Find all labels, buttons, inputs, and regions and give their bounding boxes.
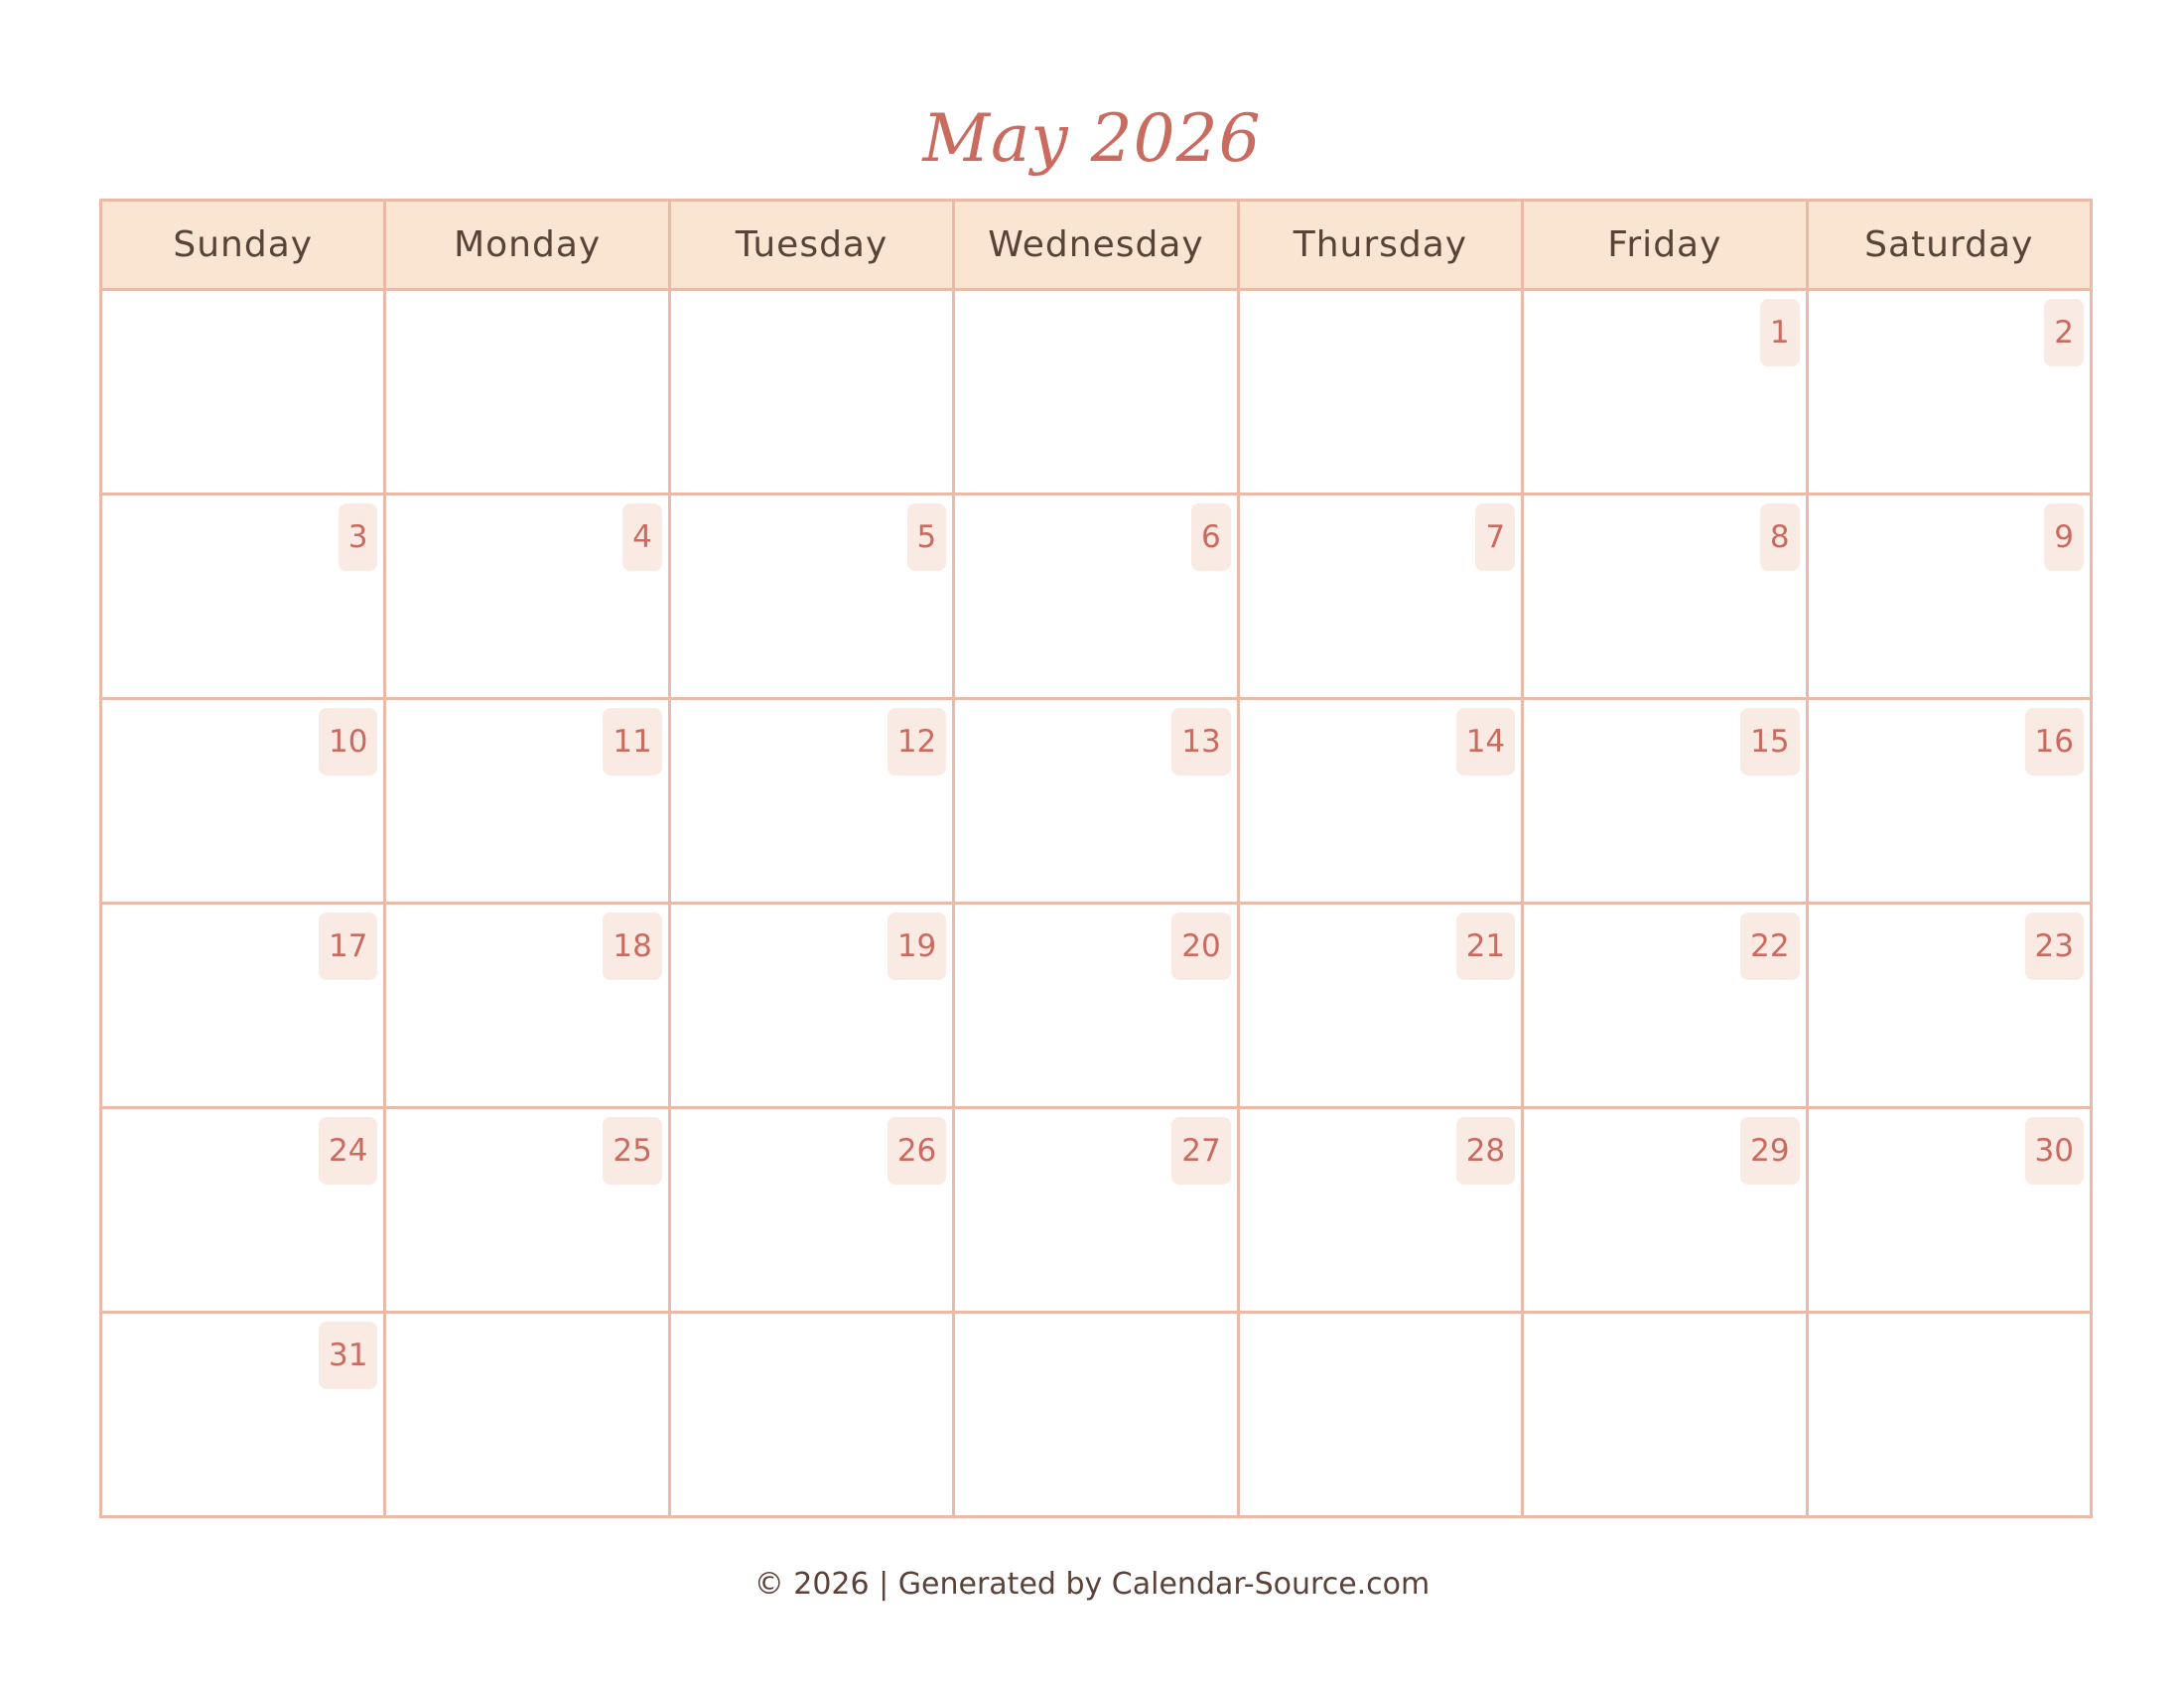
day-cell xyxy=(102,905,383,1106)
date-number: 12 xyxy=(887,708,946,775)
day-cell xyxy=(1240,291,1521,492)
weekday-header-tuesday: Tuesday xyxy=(671,202,952,288)
day-cell xyxy=(102,1314,383,1515)
date-number: 14 xyxy=(1456,708,1515,775)
day-cell xyxy=(386,1109,667,1311)
date-number: 24 xyxy=(319,1117,377,1185)
day-cell xyxy=(955,291,1236,492)
day-cell xyxy=(1809,1314,2090,1515)
date-number: 18 xyxy=(603,913,661,980)
date-number: 29 xyxy=(1740,1117,1799,1185)
day-cell xyxy=(1524,1109,1805,1311)
day-cell xyxy=(102,495,383,697)
day-cell xyxy=(1240,905,1521,1106)
weekday-header-saturday: Saturday xyxy=(1809,202,2090,288)
day-cell xyxy=(955,1314,1236,1515)
date-number: 13 xyxy=(1171,708,1230,775)
day-cell xyxy=(1524,700,1805,902)
date-number: 23 xyxy=(2025,913,2084,980)
weekday-header-thursday: Thursday xyxy=(1240,202,1521,288)
day-cell xyxy=(386,905,667,1106)
date-number: 9 xyxy=(2044,503,2084,571)
date-number: 30 xyxy=(2025,1117,2084,1185)
day-cell xyxy=(955,905,1236,1106)
date-number: 21 xyxy=(1456,913,1515,980)
day-cell xyxy=(1524,291,1805,492)
footer-credit: © 2026 | Generated by Calendar-Source.com xyxy=(753,1567,1431,1602)
date-number: 15 xyxy=(1740,708,1799,775)
day-cell xyxy=(1809,905,2090,1106)
date-number: 8 xyxy=(1760,503,1800,571)
date-number: 6 xyxy=(1191,503,1231,571)
day-cell xyxy=(1524,905,1805,1106)
weekday-header-sunday: Sunday xyxy=(102,202,383,288)
calendar-title: May 2026 xyxy=(922,100,1262,177)
date-number: 28 xyxy=(1456,1117,1515,1185)
day-cell xyxy=(386,700,667,902)
date-number: 31 xyxy=(319,1322,377,1389)
day-cell xyxy=(1524,1314,1805,1515)
date-number: 25 xyxy=(603,1117,661,1185)
date-number: 4 xyxy=(622,503,662,571)
day-cell xyxy=(671,291,952,492)
date-number: 27 xyxy=(1171,1117,1230,1185)
day-cell xyxy=(386,291,667,492)
weekday-header-friday: Friday xyxy=(1524,202,1805,288)
date-number: 1 xyxy=(1760,299,1800,366)
day-cell xyxy=(955,1109,1236,1311)
date-number: 3 xyxy=(339,503,378,571)
day-cell xyxy=(386,495,667,697)
date-number: 17 xyxy=(319,913,377,980)
date-number: 19 xyxy=(887,913,946,980)
day-cell xyxy=(1240,1109,1521,1311)
day-cell xyxy=(1809,700,2090,902)
day-cell xyxy=(1524,495,1805,697)
day-cell xyxy=(955,495,1236,697)
day-cell xyxy=(671,700,952,902)
date-number: 5 xyxy=(907,503,947,571)
day-cell xyxy=(671,495,952,697)
day-cell xyxy=(1809,1109,2090,1311)
day-cell xyxy=(671,1314,952,1515)
day-cell xyxy=(102,1109,383,1311)
day-cell xyxy=(102,291,383,492)
day-cell xyxy=(1240,495,1521,697)
day-cell xyxy=(1809,291,2090,492)
date-number: 10 xyxy=(319,708,377,775)
weekday-header-monday: Monday xyxy=(386,202,667,288)
date-number: 20 xyxy=(1171,913,1230,980)
day-cell xyxy=(1809,495,2090,697)
date-number: 16 xyxy=(2025,708,2084,775)
day-cell xyxy=(1240,700,1521,902)
calendar-grid xyxy=(99,199,2093,1518)
day-cell xyxy=(955,700,1236,902)
day-cell xyxy=(671,905,952,1106)
weekday-header-wednesday: Wednesday xyxy=(955,202,1236,288)
date-number: 2 xyxy=(2044,299,2084,366)
date-number: 26 xyxy=(887,1117,946,1185)
date-number: 22 xyxy=(1740,913,1799,980)
day-cell xyxy=(1240,1314,1521,1515)
day-cell xyxy=(102,700,383,902)
day-cell xyxy=(671,1109,952,1311)
day-cell xyxy=(386,1314,667,1515)
date-number: 7 xyxy=(1475,503,1515,571)
date-number: 11 xyxy=(603,708,661,775)
